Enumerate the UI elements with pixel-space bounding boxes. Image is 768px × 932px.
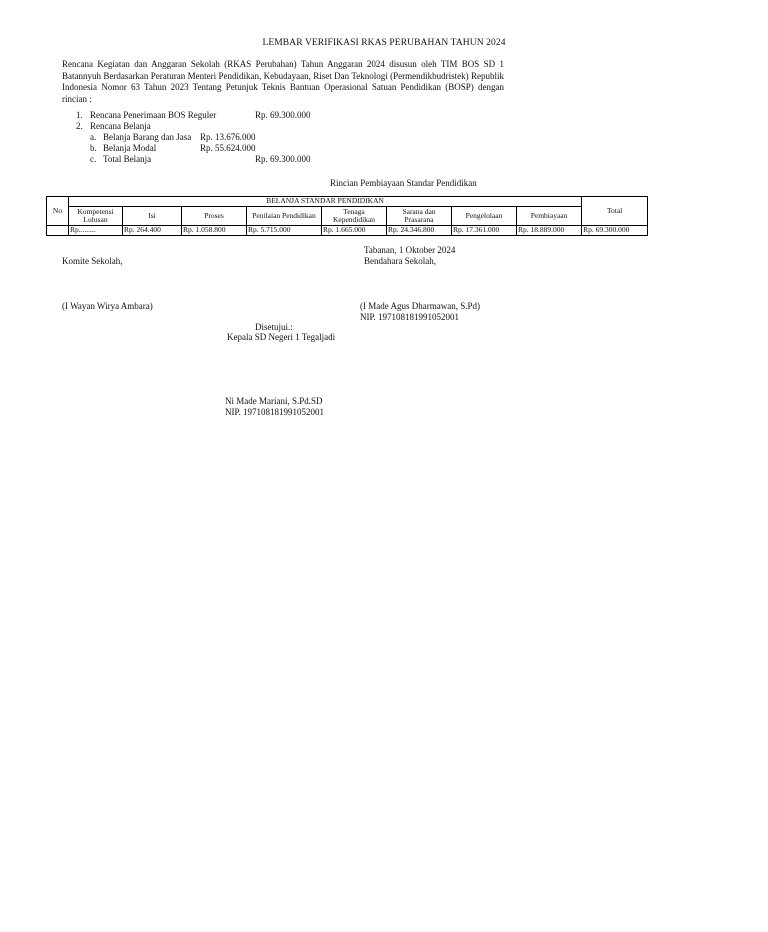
sub-value: Rp. 13.676.000 xyxy=(200,132,256,142)
sub-list-item xyxy=(90,154,151,165)
sub-value: Rp. 69.300.000 xyxy=(255,154,311,164)
sub-list-item xyxy=(90,143,156,154)
cell-pembiayaan: Rp. 18.889.000 xyxy=(517,226,582,236)
header-tenaga-kependidikan: Tenaga Kependidikan xyxy=(322,207,387,226)
komite-label: Komite Sekolah, xyxy=(62,256,123,266)
list-value: Rp. 69.300.000 xyxy=(255,110,311,120)
sub-list-item xyxy=(90,132,191,143)
budget-table xyxy=(46,196,648,236)
header-group: BELANJA STANDAR PENDIDIKAN xyxy=(69,197,582,207)
sub-letter: b. xyxy=(90,143,97,153)
table-title: Rincian Pembiayaan Standar Pendidikan xyxy=(330,178,477,188)
cell-isi: Rp. 264.400 xyxy=(123,226,182,236)
list-label: Rencana Belanja xyxy=(90,121,151,131)
list-number: 2. xyxy=(76,121,83,131)
list-item xyxy=(76,110,216,121)
cell-sarana-prasarana: Rp. 24.346.800 xyxy=(387,226,452,236)
place-date: Tabanan, 1 Oktober 2024 xyxy=(364,245,456,255)
header-total: Total xyxy=(582,197,648,226)
header-pembiayaan: Pembiayaan xyxy=(517,207,582,226)
row-no xyxy=(47,226,69,236)
bendahara-label: Bendahara Sekolah, xyxy=(364,256,436,266)
table-row xyxy=(47,226,648,236)
kepala-nip: NIP. 197108181991052001 xyxy=(225,407,325,417)
list-item xyxy=(76,121,151,132)
sub-value: Rp. 55.624.000 xyxy=(200,143,256,153)
intro-paragraph: Rencana Kegiatan dan Anggaran Sekolah (RKAS Perubahan) Tahun Anggaran 2024 disusun oleh TIM BOS SD 1 Batannyuh Berdasarkan Peraturan Menteri Pendidikan, Kebudayaan, Riset Dan Teknologi (Permendikbudristek) Republik Indonesia Nomor 63 Tahun 2023 Tentang Petunjuk Teknis Bantuan Operasional Satuan Pendidikan (BOSP) dengan rincian : xyxy=(62,59,504,104)
sub-label: Belanja Barang dan Jasa xyxy=(103,132,192,142)
cell-penilaian-pendidikan: Rp. 5.715.000 xyxy=(247,226,322,236)
cell-pengelolaan: Rp. 17.361.000 xyxy=(452,226,517,236)
komite-name: (I Wayan Wirya Ambara) xyxy=(62,301,153,311)
header-kompetensi-lulusan: Kompetensi Lulusan xyxy=(69,207,123,226)
sub-label: Belanja Modal xyxy=(103,143,157,153)
sub-letter: a. xyxy=(90,132,97,142)
list-number: 1. xyxy=(76,110,83,120)
bendahara-nip: NIP. 197108181991052001 xyxy=(360,312,460,322)
sub-label: Total Belanja xyxy=(103,154,152,164)
cell-proses: Rp. 1.058.800 xyxy=(182,226,247,236)
list-label: Rencana Penerimaan BOS Reguler xyxy=(90,110,217,120)
kepala-label: Kepala SD Negeri 1 Tegaljadi xyxy=(227,332,336,342)
header-no: No xyxy=(47,197,69,226)
kepala-name: Ni Made Mariani, S.Pd.SD xyxy=(225,396,323,406)
cell-total: Rp. 69.300.000 xyxy=(582,226,648,236)
document-title: LEMBAR VERIFIKASI RKAS PERUBAHAN TAHUN 2024 xyxy=(262,38,506,48)
header-sarana-prasarana: Sarana dan Prasarana xyxy=(387,207,452,226)
cell-kompetensi-lulusan: Rp......... xyxy=(69,226,123,236)
bendahara-name: (I Made Agus Dharmawan, S.Pd) xyxy=(360,301,480,311)
approved-label: Disetujui.: xyxy=(255,322,293,332)
header-penilaian-pendidikan: Penilaian Pendidikan xyxy=(247,207,322,226)
header-proses: Proses xyxy=(182,207,247,226)
header-isi: Isi xyxy=(123,207,182,226)
sub-letter: c. xyxy=(90,154,97,164)
cell-tenaga-kependidikan: Rp. 1.665.000 xyxy=(322,226,387,236)
header-pengelolaan: Pengelolaan xyxy=(452,207,517,226)
